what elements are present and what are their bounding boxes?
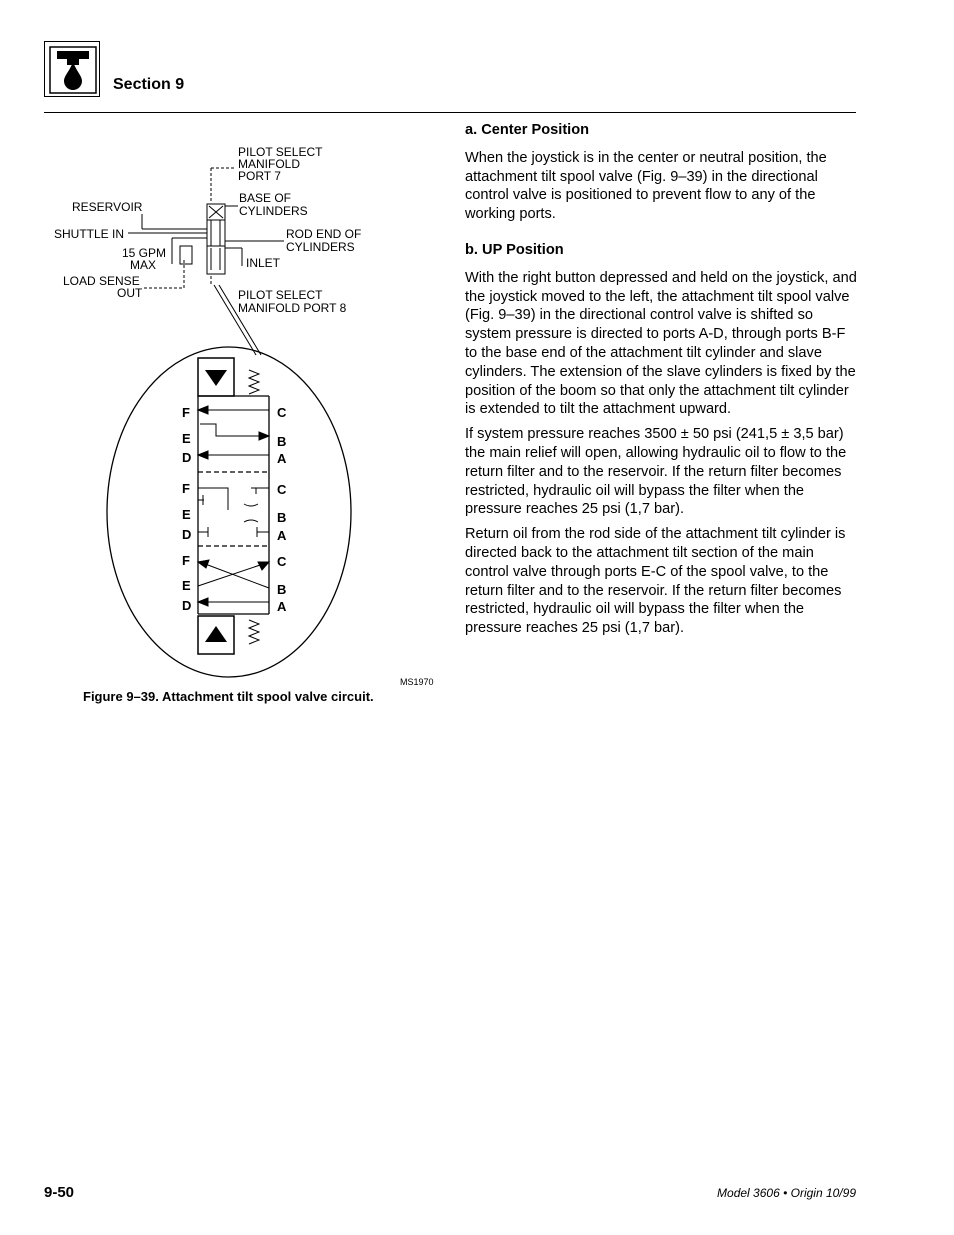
- port-d-bot: D: [182, 598, 192, 613]
- port-c-bot: C: [277, 554, 287, 569]
- paragraph-up-position-2: If system pressure reaches 3500 ± 50 psi (241,5 ± 3,5 bar) the main relief will open, allowing hydraulic oil to flow to the return filter and to the reservoir. If the return filter becomes restricted, hydraulic oil will bypass the filter when the pressure reaches 25 psi (1,7 bar).: [465, 426, 847, 518]
- heading-up-position: b. UP Position: [465, 241, 564, 258]
- pilot-select-8-line1: PILOT SELECT: [238, 288, 323, 302]
- pilot-select-7-line1: PILOT SELECT: [238, 145, 323, 159]
- port-b-mid: B: [277, 510, 287, 525]
- port-e-bot: E: [182, 578, 191, 593]
- spool-valve-body: [198, 396, 269, 614]
- paragraph-center-position: When the joystick is in the center or neutral position, the attachment tilt spool valve (Fig. 9–39) in the directional control valve is positioned to prevent flow to any of the working ports.: [465, 149, 827, 223]
- port-f-mid: F: [182, 481, 190, 496]
- gpm-line1: 15 GPM: [122, 246, 167, 260]
- main-text-column: [465, 121, 857, 644]
- paragraph-up-position-1: With the right button depressed and held on the joystick, and the joystick moved to the left, the attachment tilt spool valve (Fig. 9–39) in the directional control valve is shifted so system pressure is directed to ports A-D, through ports B-F to the base end of the attachment tilt cylinder and slave cylinders. The extension of the slave cylinders is fixed by the position of the boom so that only the attachment tilt cylinder is extended to tilt the attachment upward.: [465, 269, 857, 418]
- load-sense-line2: OUT: [117, 286, 143, 300]
- section-logo: [44, 41, 100, 97]
- hydraulic-oil-drop-icon: [45, 42, 101, 98]
- down-arrow-icon: [205, 370, 227, 386]
- reservoir-label: RESERVOIR: [72, 200, 143, 214]
- up-arrow-icon: [205, 626, 227, 642]
- port-f-bot: F: [182, 553, 190, 568]
- gpm-line2: MAX: [130, 258, 157, 272]
- figure-caption: Figure 9–39. Attachment tilt spool valve circuit.: [83, 689, 374, 704]
- port-a-top: A: [277, 451, 287, 466]
- upper-block-paths: [198, 406, 269, 459]
- heading-center-position: a. Center Position: [465, 122, 590, 138]
- port-e-top: E: [182, 431, 191, 446]
- paragraph-up-position-3: Return oil from the rod side of the attachment tilt cylinder is directed back to the attachment tilt section of the main control valve through ports E-C of the spool valve, to the return filter and to the reservoir. If the return filter becomes restricted, hydraulic oil will bypass the filter when the pressure reaches 25 psi (1,7 bar).: [465, 526, 846, 637]
- pilot-select-7-line2: MANIFOLD: [238, 157, 301, 171]
- model-info: Model 3606 • Origin 10/99: [717, 1186, 856, 1200]
- schematic-labels: [54, 145, 361, 315]
- header-rule: [44, 112, 856, 113]
- rod-end-line1: ROD END OF: [286, 227, 362, 241]
- base-of-cylinders-line2: CYLINDERS: [239, 204, 308, 218]
- inlet-label: INLET: [246, 256, 281, 270]
- port-a-mid: A: [277, 528, 287, 543]
- rod-end-line2: CYLINDERS: [286, 240, 355, 254]
- port-d-top: D: [182, 450, 192, 465]
- port-f-top: F: [182, 405, 190, 420]
- circuit-diagram: [44, 130, 444, 710]
- pilot-select-7-line3: PORT 7: [238, 169, 281, 183]
- port-b-top: B: [277, 434, 287, 449]
- spool-valve-figure: [44, 130, 444, 710]
- section-title: Section 9: [113, 76, 185, 93]
- page-number: 9-50: [44, 1184, 75, 1201]
- load-sense-line1: LOAD SENSE: [63, 274, 140, 288]
- top-spring-icon: [249, 370, 259, 394]
- port-d-mid: D: [182, 527, 192, 542]
- port-c-mid: C: [277, 482, 287, 497]
- port-e-mid: E: [182, 507, 191, 522]
- bottom-spring-icon: [249, 620, 259, 644]
- figure-id: MS1970: [400, 677, 434, 687]
- shuttle-in-label: SHUTTLE IN: [54, 227, 125, 241]
- port-a-bot: A: [277, 599, 287, 614]
- center-block-paths: [198, 488, 269, 537]
- base-of-cylinders-line1: BASE OF: [239, 191, 292, 205]
- pilot-select-8-line2: MANIFOLD PORT 8: [238, 301, 347, 315]
- lower-block-paths: [198, 560, 269, 606]
- port-b-bot: B: [277, 582, 287, 597]
- port-c-top: C: [277, 405, 287, 420]
